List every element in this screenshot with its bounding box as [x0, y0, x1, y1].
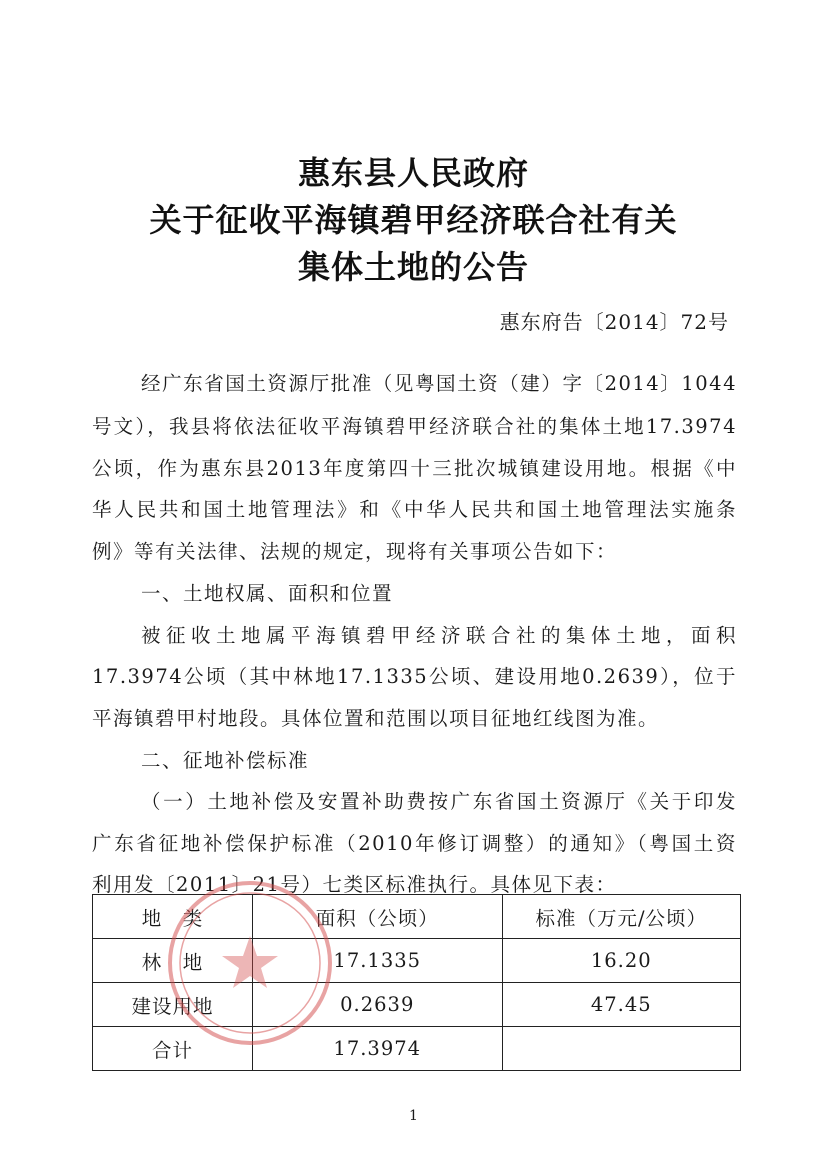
- page-number: 1: [409, 1108, 418, 1124]
- table-header-cell: 面积（公顷）: [252, 895, 502, 939]
- paragraph-2-line-1: 被征收土地属平海镇碧甲经济联合社的集体土地，面积: [141, 624, 737, 647]
- section-heading-2: 二、征地补偿标准: [141, 749, 310, 772]
- paragraph-3-line-1: （一）土地补偿及安置补助费按广东省国土资源厅《关于印发: [141, 790, 737, 813]
- table-header-cell: 标准（万元/公顷）: [502, 895, 740, 939]
- land-compensation-table: [92, 894, 741, 1071]
- paragraph-3-line-3: 利用发〔2011〕21号）七类区标准执行。具体见下表：: [92, 873, 617, 896]
- table-cell: 16.20: [502, 939, 740, 983]
- table-header-cell: 地 类: [93, 895, 253, 939]
- table-header-row: [93, 895, 741, 939]
- title-line-1: 惠东县人民政府: [297, 154, 529, 192]
- table-row: [93, 1027, 741, 1071]
- table-cell: 17.1335: [252, 939, 502, 983]
- table-cell: 建设用地: [93, 983, 253, 1027]
- section-heading-1: 一、土地权属、面积和位置: [141, 582, 394, 605]
- table-row: [93, 939, 741, 983]
- table-cell: 林 地: [93, 939, 253, 983]
- paragraph-1-line-2: 号文），我县将依法征收平海镇碧甲经济联合社的集体土地17.3974: [92, 415, 737, 438]
- title-line-3: 集体土地的公告: [297, 248, 529, 286]
- paragraph-2-line-2: 17.3974公顷（其中林地17.1335公顷、建设用地0.2639），位于: [92, 665, 737, 688]
- document-number: 惠东府告〔2014〕72号: [499, 310, 729, 334]
- table-cell: 0.2639: [252, 983, 502, 1027]
- paragraph-2-line-3: 平海镇碧甲村地段。具体位置和范围以项目征地红线图为准。: [92, 707, 660, 730]
- paragraph-1-line-5: 例》等有关法律、法规的规定，现将有关事项公告如下：: [92, 540, 618, 563]
- paragraph-1-line-4: 华人民共和国土地管理法》和《中华人民共和国土地管理法实施条: [92, 498, 737, 521]
- table-cell: 17.3974: [252, 1027, 502, 1071]
- paragraph-1-line-3: 公顷，作为惠东县2013年度第四十三批次城镇建设用地。根据《中: [92, 457, 737, 480]
- table-cell: 47.45: [502, 983, 740, 1027]
- paragraph-3-line-2: 广东省征地补偿保护标准（2010年修订调整）的通知》（粤国土资: [92, 832, 737, 855]
- title-line-2: 关于征收平海镇碧甲经济联合社有关: [149, 201, 678, 239]
- table-cell: [502, 1027, 740, 1071]
- paragraph-1-line-1: 经广东省国土资源厅批准（见粤国土资（建）字〔2014〕1044: [141, 372, 737, 395]
- table-cell: 合计: [93, 1027, 253, 1071]
- table-row: [93, 983, 741, 1027]
